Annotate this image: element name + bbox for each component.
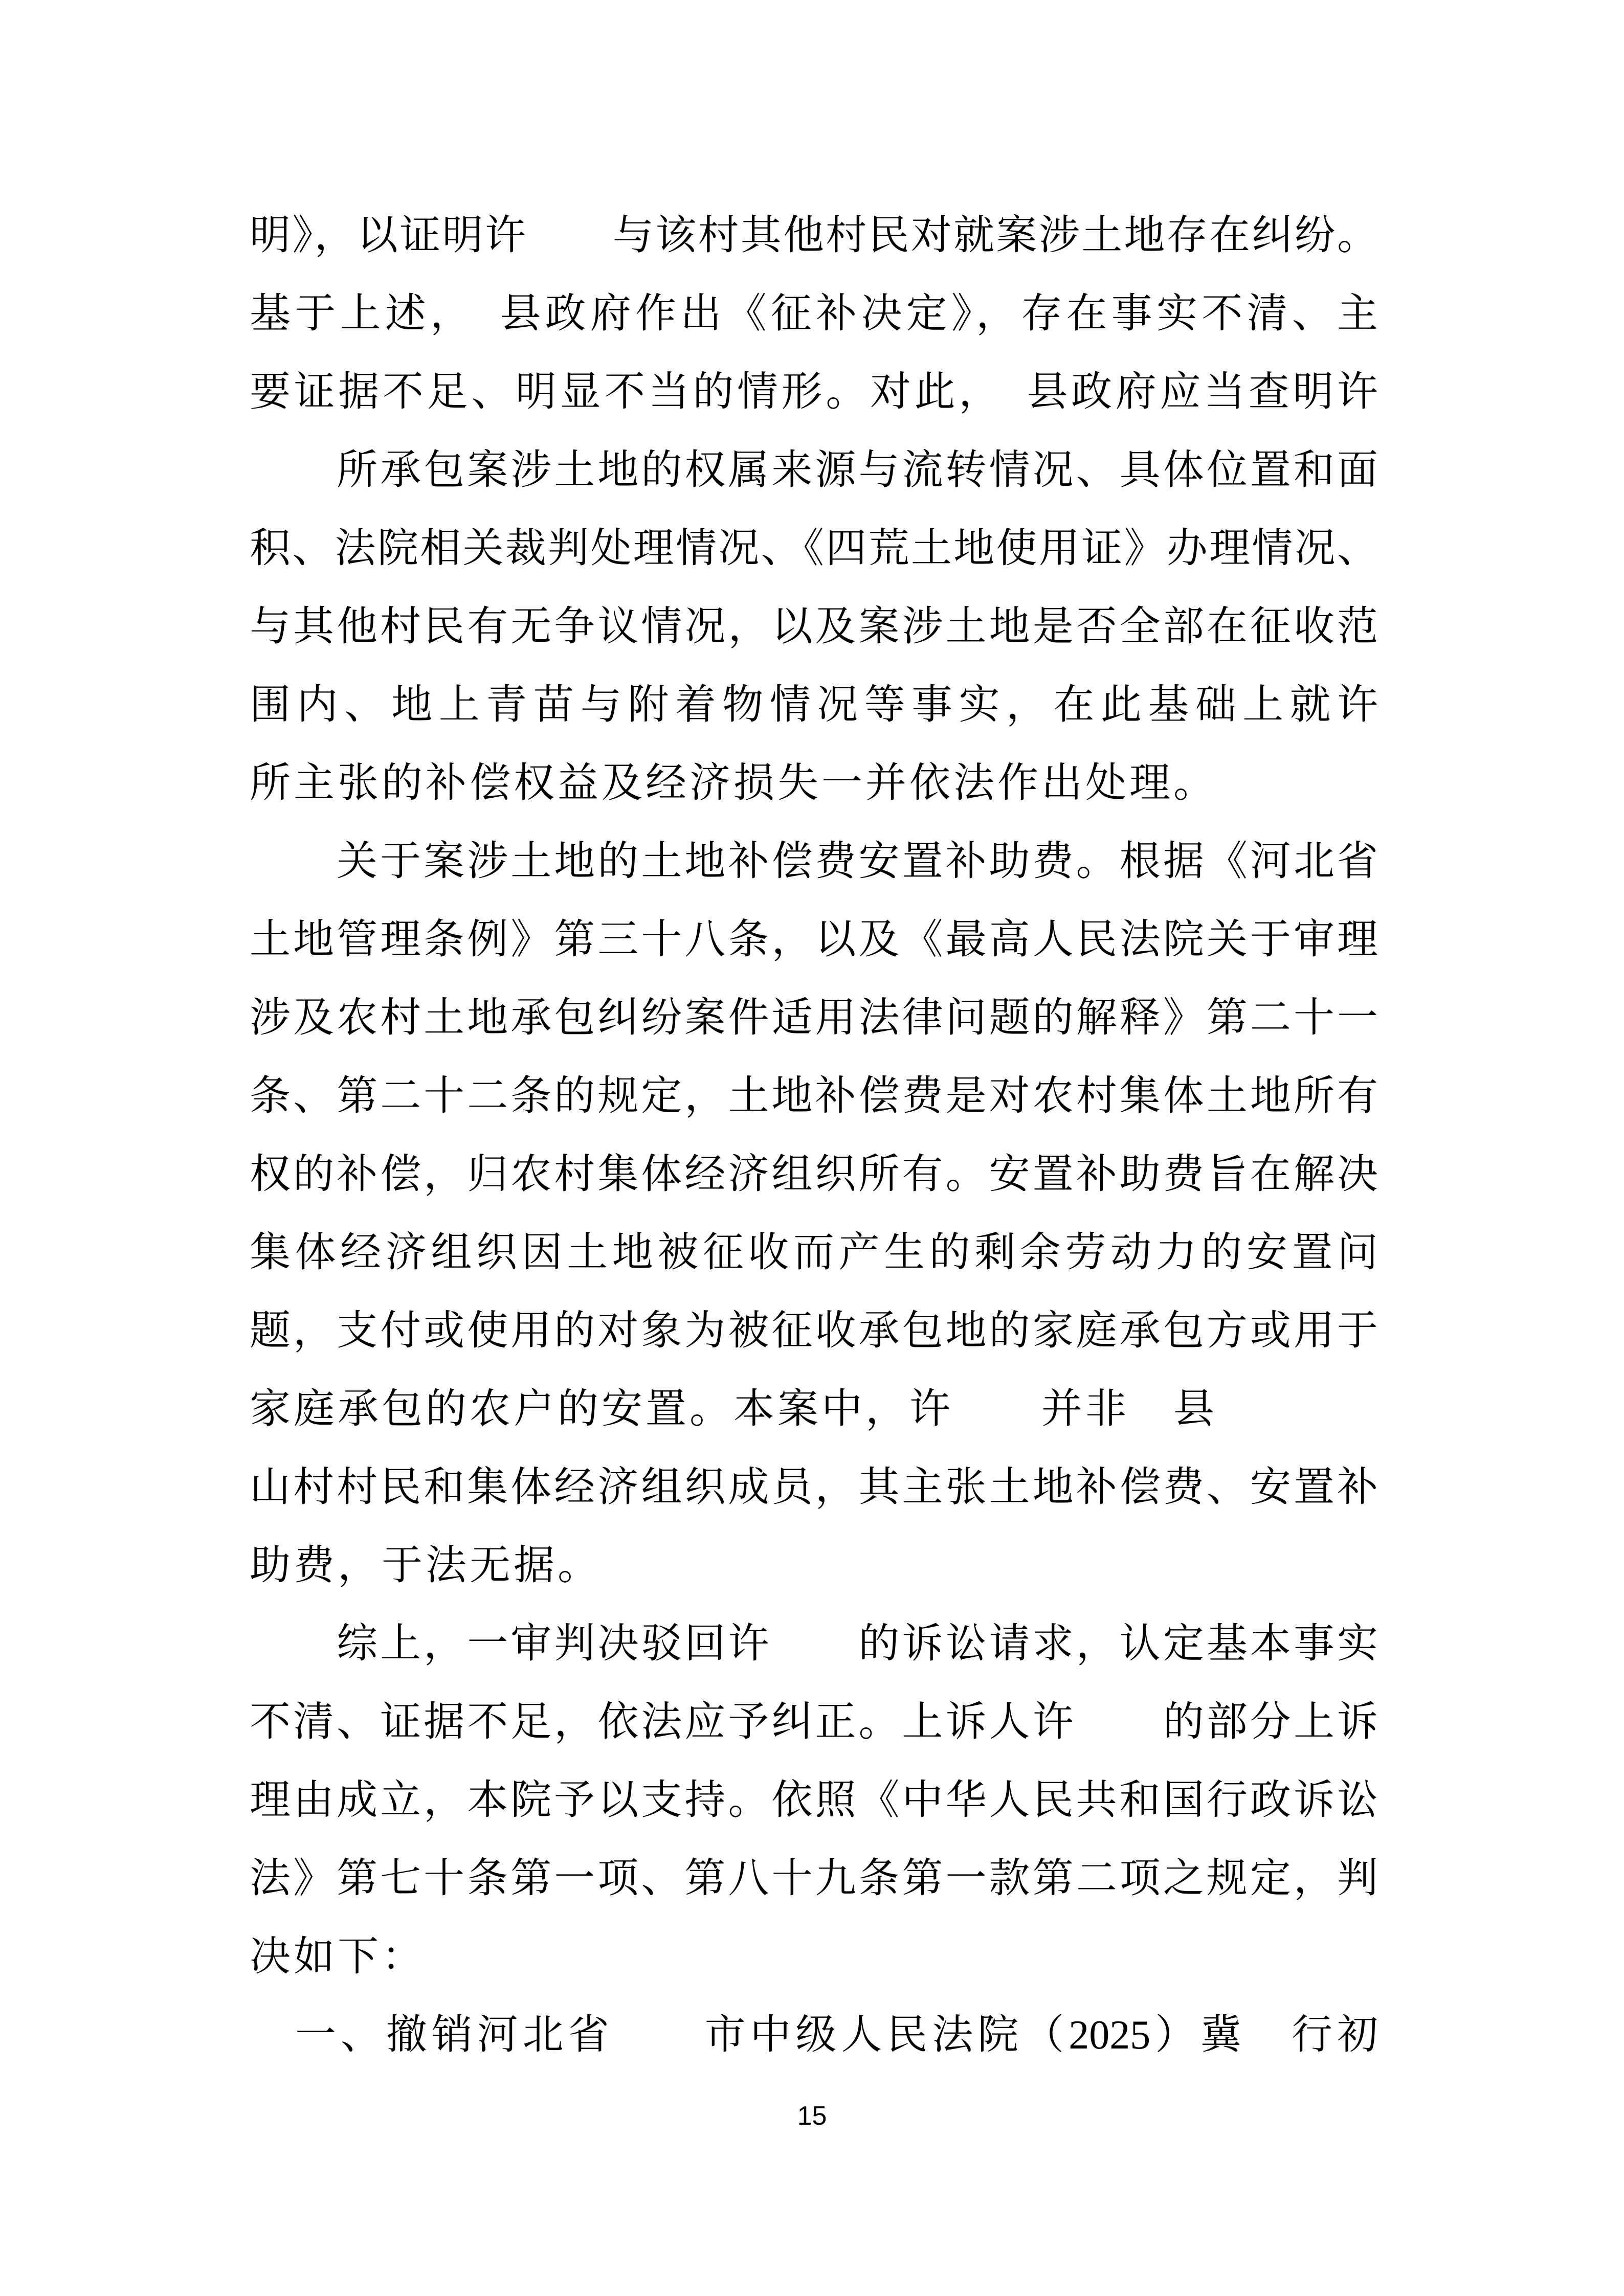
text-line: 一、撤销河北省 市中级人民法院（2025）冀 行初 (250, 2013, 1378, 2058)
text-line: 涉及农村土地承包纠纷案件适用法律问题的解释》第二十一 (250, 996, 1378, 1041)
text-line: 题，支付或使用的对象为被征收承包地的家庭承包方或用于 (250, 1309, 1378, 1354)
text-line: 所承包案涉土地的权属来源与流转情况、具体位置和面 (250, 448, 1378, 493)
text-line: 围内、地上青苗与附着物情况等事实，在此基础上就许 (250, 683, 1378, 728)
text-line: 集体经济组织因土地被征收而产生的剩余劳动力的安置问 (250, 1230, 1378, 1275)
text-line: 法》第七十条第一项、第八十九条第一款第二项之规定，判 (250, 1856, 1378, 1901)
text-line: 山村村民和集体经济组织成员，其主张土地补偿费、安置补 (250, 1465, 1378, 1510)
text-line: 要证据不足、明显不当的情形。对此， 县政府应当查明许 (250, 370, 1378, 415)
text-line: 综上，一审判决驳回许 的诉讼请求，认定基本事实 (250, 1622, 1378, 1667)
text-line: 土地管理条例》第三十八条，以及《最高人民法院关于审理 (250, 917, 1378, 962)
text-line: 不清、证据不足，依法应予纠正。上诉人许 的部分上诉 (250, 1700, 1378, 1745)
text-line: 所主张的补偿权益及经济损失一并依法作出处理。 (250, 761, 1217, 806)
text-line: 助费，于法无据。 (250, 1543, 602, 1588)
text-line: 与其他村民有无争议情况，以及案涉土地是否全部在征收范 (250, 604, 1378, 649)
page-number: 15 (797, 2101, 827, 2131)
text-line: 条、第二十二条的规定，土地补偿费是对农村集体土地所有 (250, 1074, 1378, 1119)
text-line: 理由成立，本院予以支持。依照《中华人民共和国行政诉讼 (250, 1778, 1378, 1823)
text-line: 决如下： (250, 1934, 426, 1979)
document-body (250, 197, 1378, 2075)
text-line: 积、法院相关裁判处理情况、《四荒土地使用证》办理情况、 (250, 526, 1378, 571)
text-line: 基于上述， 县政府作出《征补决定》，存在事实不清、主 (250, 291, 1378, 336)
text-line: 家庭承包的农户的安置。本案中，许 并非 县 (250, 1387, 1217, 1432)
text-line: 关于案涉土地的土地补偿费安置补助费。根据《河北省 (250, 839, 1378, 884)
text-line: 明》，以证明许 与该村其他村民对就案涉土地存在纠纷。 (250, 213, 1378, 258)
text-line: 权的补偿，归农村集体经济组织所有。安置补助费旨在解决 (250, 1152, 1378, 1197)
